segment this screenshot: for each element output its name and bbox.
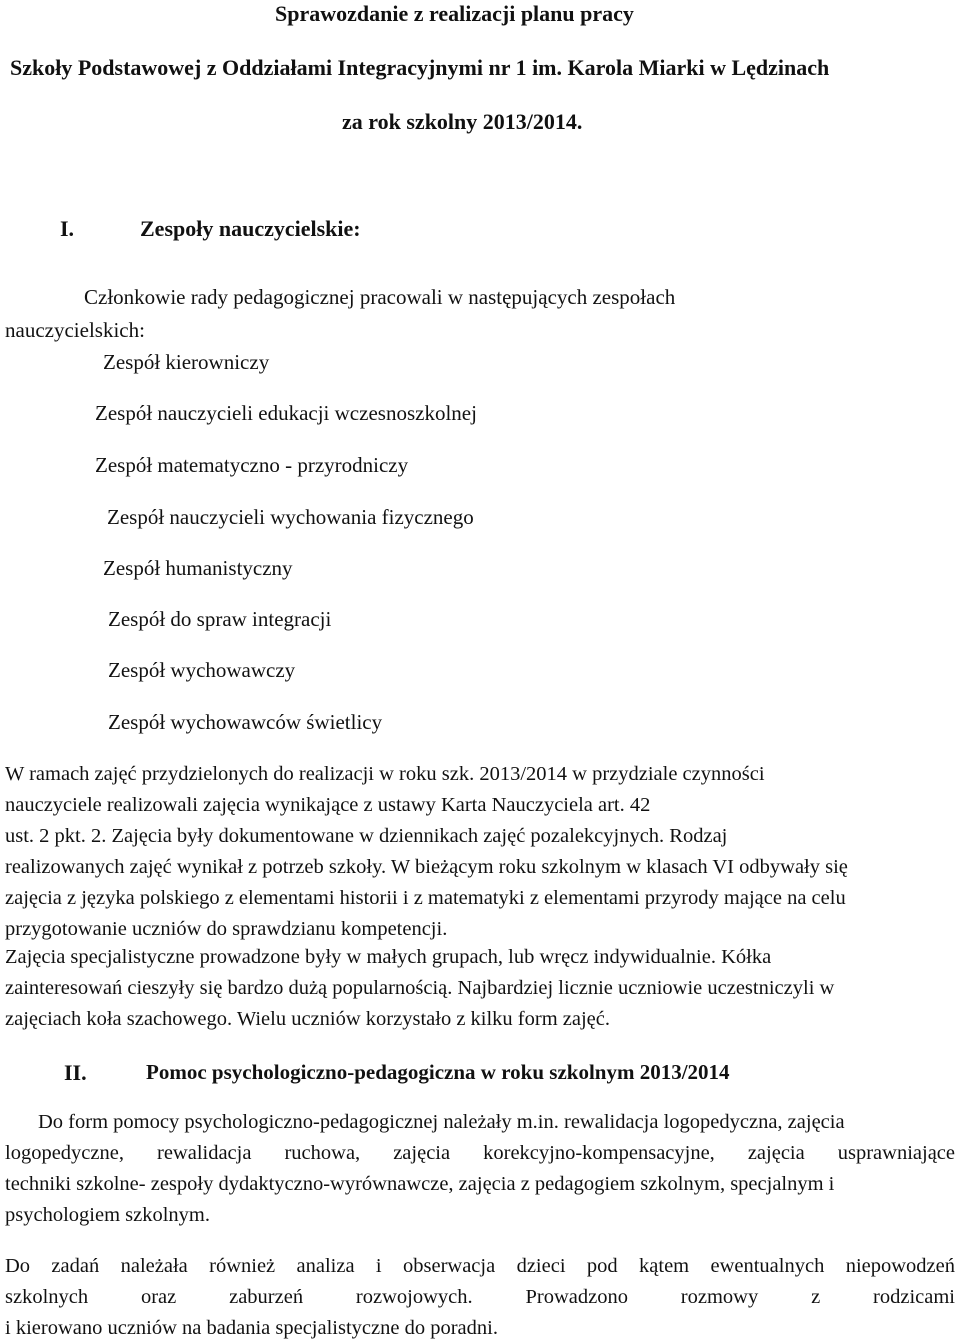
section-2-para-2-line: szkolnych oraz zaburzeń rozwojowych. Prowadzono rozmowy z rodzicami	[5, 1286, 955, 1308]
section-1-number: I.	[60, 216, 75, 241]
section-1-intro-line-2: nauczycielskich:	[5, 318, 145, 342]
document-title-line-2: Szkoły Podstawowej z Oddziałami Integracyjnymi nr 1 im. Karola Miarki w Lędzinach	[10, 55, 830, 80]
section-2-para-1-line: psychologiem szkolnym.	[5, 1204, 210, 1226]
section-2-para-2-line: i kierowano uczniów na badania specjalistyczne do poradni.	[5, 1317, 498, 1339]
team-list-item: Zespół nauczycieli edukacji wczesnoszkolnej	[95, 401, 477, 425]
team-list-item: Zespół kierowniczy	[103, 350, 270, 374]
document-title-line-1: Sprawozdanie z realizacji planu pracy	[275, 1, 634, 26]
section-2-para-1-line: logopedyczne, rewalidacja ruchowa, zajęcia korekcyjno-kompensacyjne, zajęcia usprawniające	[5, 1142, 955, 1164]
section-2-number: II.	[64, 1060, 87, 1085]
team-list-item: Zespół wychowawczy	[108, 658, 296, 682]
section-1-heading: Zespoły nauczycielskie:	[140, 216, 361, 241]
document-title-line-3: za rok szkolny 2013/2014.	[342, 109, 583, 134]
section-2-para-1-line: techniki szkolne- zespoły dydaktyczno-wyrównawcze, zajęcia z pedagogiem szkolnym, specjalnym i	[5, 1173, 835, 1195]
section-1-body-line: zajęcia z języka polskiego z elementami historii i z matematyki z elementami przyrody mające na celu	[5, 887, 846, 909]
section-1-body-line: nauczyciele realizowali zajęcia wynikające z ustawy Karta Nauczyciela art. 42	[5, 794, 651, 816]
section-2-para-1-line: Do form pomocy psychologiczno-pedagogicznej należały m.in. rewalidacja logopedyczna, zajęcia	[38, 1111, 845, 1133]
team-list-item: Zespół nauczycieli wychowania fizycznego	[107, 505, 474, 529]
section-2-para-2-line: Do zadań należała również analiza i obserwacja dzieci pod kątem ewentualnych niepowodzeń	[5, 1255, 955, 1277]
section-1-body-line: ust. 2 pkt. 2. Zajęcia były dokumentowane w dziennikach zajęć pozalekcyjnych. Rodzaj	[5, 825, 728, 847]
section-1-body-line: realizowanych zajęć wynikał z potrzeb szkoły. W bieżącym roku szkolnym w klasach VI odbywały się	[5, 856, 848, 878]
team-list-item: Zespół wychowawców świetlicy	[108, 710, 383, 734]
section-1-body-line: Zajęcia specjalistyczne prowadzone były w małych grupach, lub wręcz indywidualnie. Kółka	[5, 946, 772, 968]
team-list-item: Zespół do spraw integracji	[108, 607, 332, 631]
section-1-body-line: przygotowanie uczniów do sprawdzianu kompetencji.	[5, 918, 448, 940]
team-list-item: Zespół humanistyczny	[103, 556, 293, 580]
section-1-body-line: zainteresowań cieszyły się bardzo dużą popularnością. Najbardziej licznie uczniowie uczestniczyli w	[5, 977, 835, 999]
section-2-heading: Pomoc psychologiczno-pedagogiczna w roku szkolnym 2013/2014	[146, 1060, 730, 1084]
team-list-item: Zespół matematyczno - przyrodniczy	[95, 453, 409, 477]
section-1-intro-line-1: Członkowie rady pedagogicznej pracowali w następujących zespołach	[84, 285, 676, 309]
section-1-body-line: zajęciach koła szachowego. Wielu uczniów korzystało z kilku form zajęć.	[5, 1008, 611, 1030]
section-1-body-line: W ramach zajęć przydzielonych do realizacji w roku szk. 2013/2014 w przydziale czynności	[5, 763, 765, 785]
